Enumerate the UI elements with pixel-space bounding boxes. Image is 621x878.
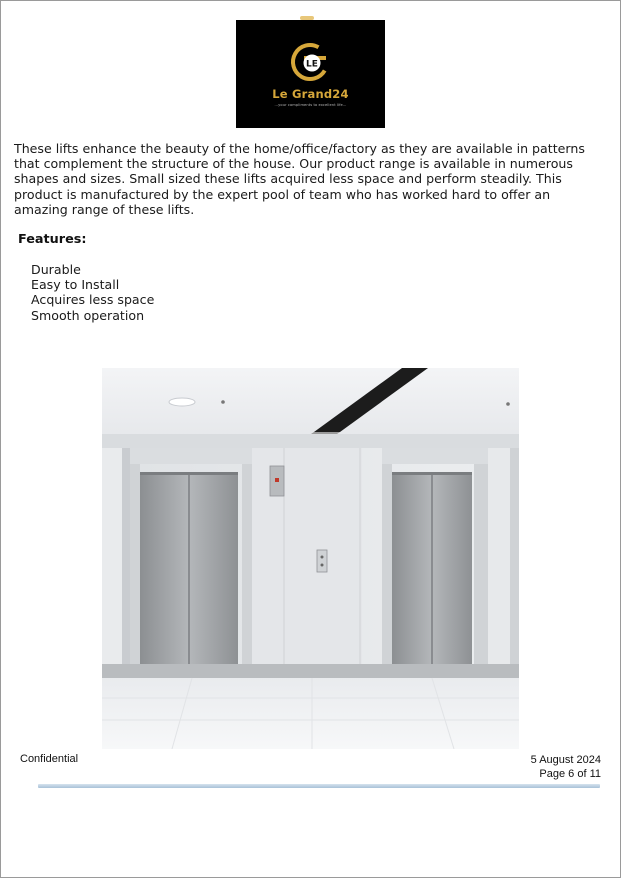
company-logo <box>236 20 385 128</box>
intro-paragraph: These lifts enhance the beauty of the home/office/factory as they are available in patterns that complement the structure of the house. Our product range is available in numerous shapes and sizes. Small sized these lifts acquired less space and perform steadily. This product is manufactured by the expert pool of team who has worked hard to offer an amazing range of these lifts. <box>14 141 585 217</box>
feature-item: Easy to Install <box>31 277 120 293</box>
footer-meta <box>531 753 601 781</box>
logo-emblem <box>236 20 385 128</box>
features-list <box>31 262 154 323</box>
feature-item: Durable <box>31 262 81 277</box>
feature-item: Smooth operation <box>31 307 145 323</box>
footer-divider <box>38 784 600 788</box>
features-heading: Features: <box>18 232 87 247</box>
footer-page-number: Page 6 of 11 <box>539 768 601 780</box>
feature-item: Acquires less space <box>31 292 155 308</box>
brand-name: Le Grand24 <box>272 87 349 101</box>
logo-monogram: LE <box>306 59 318 70</box>
footer-confidential: Confidential <box>20 753 79 765</box>
brand-tagline: ...your compliments to excellent life... <box>274 103 347 107</box>
elevator-lobby-photo <box>102 368 519 749</box>
footer-date: 5 August 2024 <box>530 754 601 766</box>
